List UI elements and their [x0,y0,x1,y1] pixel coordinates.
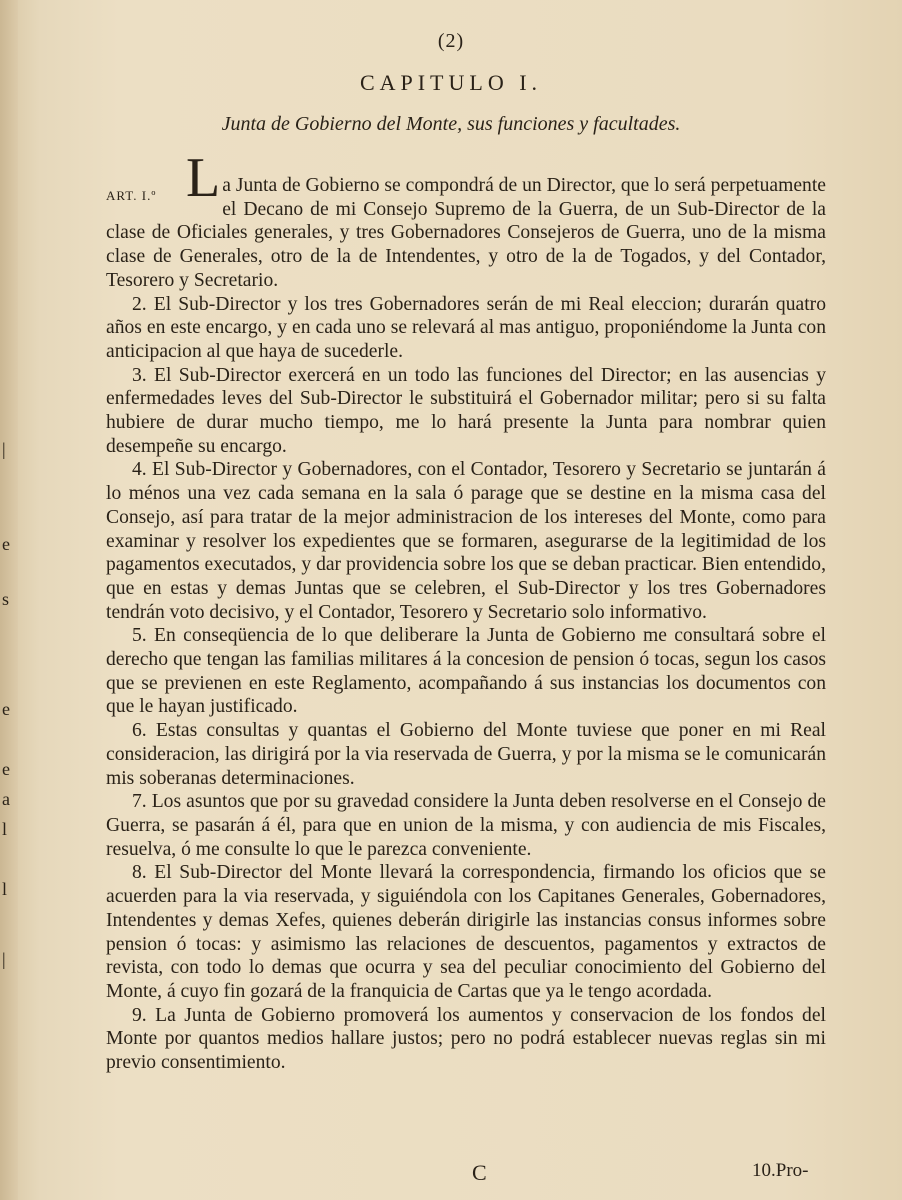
article-6: 6. Estas consultas y quantas el Gobierno del Monte tuviese que poner en mi Real consideracion, las dirigirá por la via reservada de Guerra, y por la misma se le comunicarán mis soberanas determinaciones. [106,720,826,789]
page-number: (2) [437,30,465,52]
article-4: 4. El Sub-Director y Gobernadores, con el Contador, Tesorero y Secretario se juntarán á lo ménos una vez cada semana en la sala ó parage que se destine en la misma casa del Consejo, así para tratar de la mejor administracion de los intereses del Monte, como para examinar y resolver los expedientes que se formaren, asegurarse de la legitimidad de los pagamentos executados, y dar providencia sobre los que se deban practicar. Bien entendido, que en estas y demas Juntas que se celebren, el Sub-Director y los tres Gobernadores tendrán voto decisivo, y el Contador, Tesorero y Secretario solo informativo. [106,459,826,623]
article-5: 5. En conseqüencia de lo que deliberare la Junta de Gobierno me consultará sobre el derecho que tengan las familias militares á la concesion de pension ó tocas, segun los casos que se previenen en este Reglamento, acompañando á sus instancias los documentos con que le hayan justificado. [106,625,826,718]
article-3: 3. El Sub-Director exercerá en un todo las funciones del Director; en las ausencias y enfermedades leves del Sub-Director le substituirá el Gobernador militar; pero si su falta hubiere de durar mucho tiempo, me lo hará presente la Junta para nombrar quien desempeñe su encargo. [106,364,826,457]
catchword: 10.Pro- [752,1160,809,1181]
article-9: 9. La Junta de Gobierno promoverá los aumentos y conservacion de los fondos del Monte por quantos medios hallare justos; pero no podrá establecer nuevas reglas sin mi previo consentimiento. [106,1004,826,1074]
article-7: 7. Los asuntos que por su gravedad considere la Junta deben resolverse en el Consejo de Guerra, se pasarán á él, para que en union de la misma, y con audiencia de mis Fiscales, resuelva, ó me consulte lo que le parezca conveniente. [106,791,826,860]
drop-cap: L [186,147,221,209]
chapter-title: CAPITULO I. [359,70,543,95]
article-2: 2. El Sub-Director y los tres Gobernadores serán de mi Real eleccion; durarán quatro años en este encargo, y en cada uno se relevará al mas antiguo, proponiéndome la Junta con anticipacion al que haya de sucederle. [106,293,826,362]
chapter-subtitle: Junta de Gobierno del Monte, sus funciones y facultades. [221,113,681,135]
article-1 [106,147,826,293]
signature-mark: C [472,1160,487,1185]
article-label: ART. I.º [106,188,157,203]
article-8: 8. El Sub-Director del Monte llevará la correspondencia, firmando los oficios que se acuerden para la via reservada, y siguiéndola con los Capitanes Generales, Gobernadores, Intendentes y demas Xefes, quienes deberán dirigirle las instancias consus informes sobre pension ó tocas: y asimismo las relaciones de descuentos, pagamentos y extractos de revista, con todo lo demas que ocurra y sea del peculiar conocimiento del Gobierno del Monte, á cuyo fin gozará de la franquicia de Cartas que ya le tengo acordada. [106,862,826,1002]
page-footer [0,1160,902,1190]
document-body [106,147,826,1075]
paragraph-text: a Junta de Gobierno se compondrá de un Director, que lo será perpetuamente el Decano de mi Consejo Supremo de la Guerra, de un Sub-Director de la clase de Oficiales generales, y tres Gobernadores Consejeros de Guerra, uno de la misma clase de Generales, otro de la de Intendentes, y otro de la de Togados, y del Contador, Tesorero y Secretario. [106,175,826,291]
